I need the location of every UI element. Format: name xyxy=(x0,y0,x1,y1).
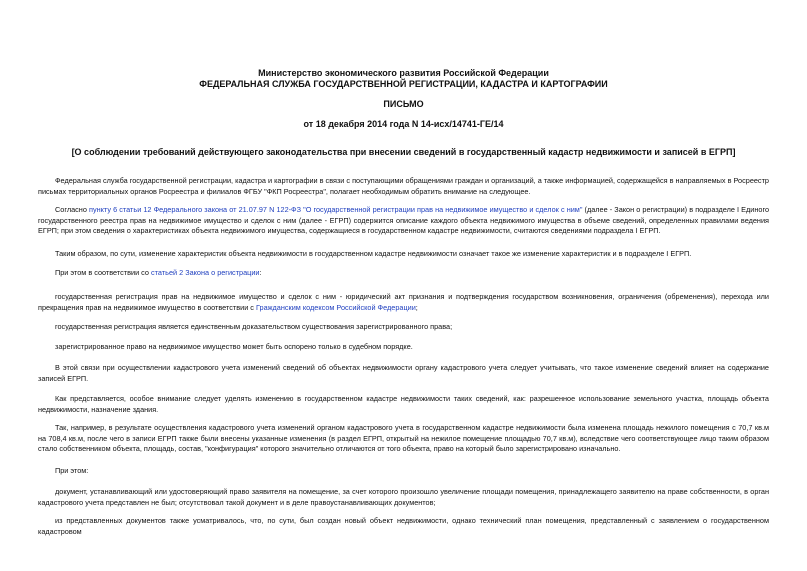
service-name: ФЕДЕРАЛЬНАЯ СЛУЖБА ГОСУДАРСТВЕННОЙ РЕГИСТРАЦИИ, КАДАСТРА И КАРТОГРАФИИ xyxy=(199,79,608,89)
ministry-name: Министерство экономического развития Российской Федерации xyxy=(258,68,549,78)
paragraph-5-text-start: государственная регистрация прав на недвижимое имущество и сделок с ним - юридический акт признания и подтверждения государством возникновения, ограничения (обременения), перехода или прекращения прав на недвижимое имущество в соответствии с xyxy=(38,292,769,312)
paragraph-11: При этом: xyxy=(55,466,89,475)
paragraph-2-text-start: Согласно xyxy=(55,205,89,214)
paragraph-9: Как представляется, особое внимание следует уделять изменению в государственном кадастре недвижимости таких сведений, как: разрешенное использование земельного участка, площадь объекта недвижимости, назначение здания. xyxy=(38,394,769,414)
paragraph-10: Так, например, в результате осуществления кадастрового учета изменений органом кадастрового учета в государственном кадастре недвижимости была изменена площадь нежилого помещения с 70,7 кв.м на 708,4 кв.м, после чего в записи ЕГРП также были внесены указанные изменения (в раздел ЕГРП, открытый на нежилое помещение площадью 70,7 кв.м), вследствие чего соответствующее лицо таким образом стало собственником объекта, площадь, состав, "конфигурация" которого значительно отличаются от того объекта, право на который было зарегистрировано изначально. xyxy=(38,423,769,453)
paragraph-3: Таким образом, по сути, изменение характеристик объекта недвижимости в государственном кадастре недвижимости означает такое же изменение характеристик и в подразделе I ЕГРП. xyxy=(55,249,692,258)
paragraph-2-text-end: (далее - Закон о регистрации) в подразделе I Единого государственного реестра прав на недвижимое имущество и сделок с ним (далее - ЕГРП) содержится описание каждого объекта недвижимого имущества в объеме сведений, определенных правилами ведения ЕГРП; при этом сведения о характеристиках объекта недвижимого имущества, содержащиеся в государственном кадастре недвижимости, считаются сведениями подраздела I ЕГРП. xyxy=(38,205,770,235)
document-title: [О соблюдении требований действующего законодательства при внесении сведений в государственный кадастр недвижимости и записей в ЕГРП] xyxy=(71,147,736,157)
law-122-fz-link[interactable]: пункту 6 статьи 12 Федерального закона от 21.07.97 N 122-ФЗ "О государственной регистрации прав на недвижимое имущество и сделок с ним" xyxy=(89,205,583,214)
paragraph-4-text-end: : xyxy=(259,268,262,277)
paragraph-13: из представленных документов также усматривалось, что, по сути, был создан новый объект недвижимости, однако технический план помещения, представленный с заявлением о государственном кадастровом xyxy=(38,516,769,536)
paragraph-4-text-start: При этом в соответствии со xyxy=(55,268,151,277)
civil-code-link[interactable]: Гражданским кодексом Российской Федерации xyxy=(255,302,416,312)
paragraph-7: зарегистрированное право на недвижимое имущество может быть оспорено только в судебном порядке. xyxy=(55,342,413,351)
paragraph-8: В этой связи при осуществлении кадастрового учета изменений сведений об объектах недвижимости органу кадастрового учета следует учитывать, что такое изменение сведений влияет на содержание записей ЕГРП. xyxy=(38,363,769,383)
paragraph-6: государственная регистрация является единственным доказательством существования зарегистрированного права; xyxy=(55,322,453,331)
document-type: ПИСЬМО xyxy=(383,99,424,109)
paragraph-5-text-end: ; xyxy=(415,302,418,312)
paragraph-2 xyxy=(38,205,769,237)
paragraph-1: Федеральная служба государственной регистрации, кадастра и картографии в связи с поступающими обращениями граждан и организаций, а также информацией, содержащейся в направляемых в Росреестр письмах территориальных органов Росреестра и филиалов ФГБУ "ФКП Росреестра", полагает необходимым обратить внимание на следующее. xyxy=(38,176,769,196)
paragraph-4 xyxy=(38,268,769,279)
article-2-link[interactable]: статьей 2 Закона о регистрации xyxy=(151,268,260,277)
paragraph-5 xyxy=(38,292,769,313)
document-number: от 18 декабря 2014 года N 14-исх/14741-ГЕ/14 xyxy=(303,119,504,129)
paragraph-12: документ, устанавливающий или удостоверяющий право заявителя на помещение, за счет которого произошло увеличение площади помещения, принадлежащего заявителю на праве собственности, в орган кадастрового учета представлен не был; отсутствовал такой документ и в деле правоустанавливающих документов; xyxy=(38,487,769,507)
